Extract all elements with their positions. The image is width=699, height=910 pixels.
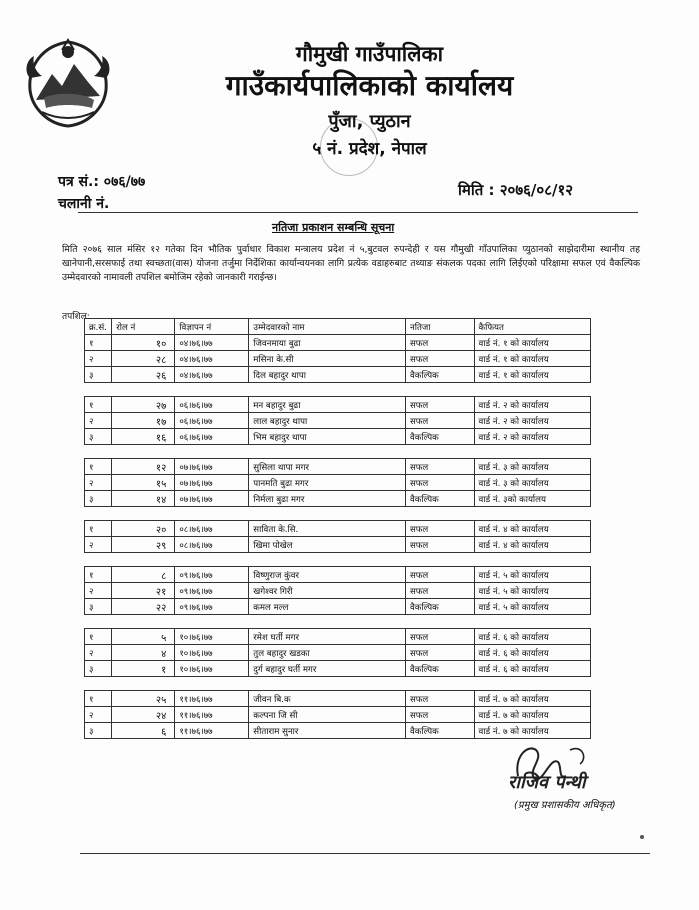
- cell-advert: ११।७६।७७: [175, 691, 249, 707]
- cell-advert: ०९।७६।७७: [175, 567, 249, 583]
- separator-cell: [474, 507, 590, 521]
- cell-roll: १५: [112, 475, 175, 491]
- table-row: [85, 707, 591, 723]
- cell-roll: १७: [112, 413, 175, 429]
- cell-roll: ६: [112, 723, 175, 739]
- separator-cell: [474, 383, 590, 397]
- table-row: [85, 521, 591, 537]
- cell-name: खगेश्वर गिरी: [249, 583, 406, 599]
- cell-name: जीवन बि.क: [249, 691, 406, 707]
- letter-number: पत्र सं.: ०७६/७७: [58, 174, 146, 190]
- table-row: [85, 491, 591, 507]
- notice-subject: नतिजा प्रकाशन सम्बन्धि सूचना: [272, 221, 395, 234]
- separator-cell: [405, 553, 474, 567]
- cell-result: वैकल्पिक: [405, 367, 474, 383]
- cell-serial: ३: [85, 723, 112, 739]
- province-country: ५ नं. प्रदेश, नेपाल: [312, 139, 427, 159]
- group-separator-row: [85, 615, 591, 629]
- table-header-row: [85, 319, 591, 335]
- table-row: [85, 645, 591, 661]
- header-roll: रोल नं: [112, 319, 175, 335]
- cell-result: वैकल्पिक: [405, 661, 474, 677]
- cell-remarks: वार्ड नं. ४ को कार्यालय: [474, 521, 590, 537]
- separator-cell: [112, 507, 175, 521]
- cell-name: विष्णुराज कुंवर: [249, 567, 406, 583]
- cell-serial: १: [85, 629, 112, 645]
- cell-name: रमेश घर्ती मगर: [249, 629, 406, 645]
- table-row: [85, 567, 591, 583]
- cell-advert: ०६।७६।७७: [175, 397, 249, 413]
- header-remarks: कैफियत: [474, 319, 590, 335]
- cell-name: दिल बहादुर थापा: [249, 367, 406, 383]
- separator-cell: [85, 507, 112, 521]
- header-name: उम्मेदवारको नाम: [249, 319, 406, 335]
- cell-result: सफल: [405, 707, 474, 723]
- separator-cell: [85, 677, 112, 691]
- cell-name: कमल मल्ल: [249, 599, 406, 615]
- cell-serial: १: [85, 521, 112, 537]
- table-row: [85, 413, 591, 429]
- cell-name: पानमति बुढा मगर: [249, 475, 406, 491]
- separator-cell: [175, 507, 249, 521]
- cell-advert: १०।७६।७७: [175, 661, 249, 677]
- group-separator-row: [85, 507, 591, 521]
- cell-result: सफल: [405, 351, 474, 367]
- cell-name: सीताराम सुनार: [249, 723, 406, 739]
- cell-name: जिवनमाया बुढा: [249, 335, 406, 351]
- cell-remarks: वार्ड नं. ५ को कार्यालय: [474, 567, 590, 583]
- cell-roll: २८: [112, 351, 175, 367]
- signatory-name: राजिव पन्थी: [508, 772, 586, 793]
- cell-serial: १: [85, 335, 112, 351]
- cell-advert: १०।७६।७७: [175, 645, 249, 661]
- cell-remarks: वार्ड नं. ७ को कार्यालय: [474, 707, 590, 723]
- cell-result: वैकल्पिक: [405, 723, 474, 739]
- separator-cell: [175, 553, 249, 567]
- municipality-name: गौमुखी गाउँपालिका: [295, 42, 444, 66]
- separator-cell: [175, 445, 249, 459]
- table-row: [85, 351, 591, 367]
- cell-name: लाल बहादुर थापा: [249, 413, 406, 429]
- cell-result: सफल: [405, 459, 474, 475]
- cell-result: वैकल्पिक: [405, 491, 474, 507]
- cell-name: भिम बहादुर थापा: [249, 429, 406, 445]
- cell-serial: २: [85, 707, 112, 723]
- cell-remarks: वार्ड नं. ३ को कार्यालय: [474, 475, 590, 491]
- cell-serial: २: [85, 413, 112, 429]
- notice-body: मिति २०७६ साल मंसिर १२ गतेका दिन भौतिक पुर्वाधार विकाश मन्त्रालय प्रदेश नं ५,बुटवल रुपन्देही र यस गौमुखी गाँउपालिका प्युठानको साझेदारीमा स्थानीय तह खानेपानी,सरसफाई तथा स्वच्छता(वास) योजना तर्जुमा निर्देशिका कार्यान्वयनका लागि प्रत्येक वडाहरुबाट तथ्याङ संकलक पदका लागि लिईएको परिक्षामा सफल एवं वैकल्पिक उम्मेदवारको नामावली तपशिल बमोजिम रहेको जानकारी गराईन्छ।: [62, 244, 640, 283]
- cell-result: सफल: [405, 335, 474, 351]
- separator-cell: [405, 615, 474, 629]
- cell-name: तुल बहादुर खडका: [249, 645, 406, 661]
- separator-cell: [112, 553, 175, 567]
- cell-advert: १०।७६।७७: [175, 629, 249, 645]
- table-row: [85, 661, 591, 677]
- cell-roll: १: [112, 661, 175, 677]
- cell-roll: १६: [112, 429, 175, 445]
- cell-serial: २: [85, 537, 112, 553]
- separator-cell: [85, 383, 112, 397]
- cell-name: सुसिला थापा मगर: [249, 459, 406, 475]
- cell-roll: ४: [112, 645, 175, 661]
- office-name: गाउँकार्यपालिकाको कार्यालय: [225, 69, 514, 102]
- cell-result: सफल: [405, 521, 474, 537]
- cell-roll: २४: [112, 707, 175, 723]
- cell-advert: ११।७६।७७: [175, 707, 249, 723]
- separator-cell: [474, 677, 590, 691]
- cell-remarks: वार्ड नं. ३को कार्यालय: [474, 491, 590, 507]
- cell-advert: ०४।७६।७७: [175, 351, 249, 367]
- separator-cell: [474, 615, 590, 629]
- table-row: [85, 475, 591, 491]
- cell-roll: २९: [112, 537, 175, 553]
- group-separator-row: [85, 445, 591, 459]
- cell-advert: ०६।७६।७७: [175, 429, 249, 445]
- cell-roll: २६: [112, 367, 175, 383]
- cell-advert: ०६।७६।७७: [175, 413, 249, 429]
- cell-roll: २०: [112, 521, 175, 537]
- cell-serial: २: [85, 583, 112, 599]
- results-table: [84, 318, 591, 739]
- header-advert: विज्ञापन नं: [175, 319, 249, 335]
- cell-advert: ०४।७६।७७: [175, 367, 249, 383]
- cell-remarks: वार्ड नं. २ को कार्यालय: [474, 413, 590, 429]
- cell-result: सफल: [405, 583, 474, 599]
- table-row: [85, 691, 591, 707]
- cell-remarks: वार्ड नं. १ को कार्यालय: [474, 351, 590, 367]
- cell-serial: २: [85, 351, 112, 367]
- cell-serial: ३: [85, 599, 112, 615]
- cell-name: साविता के.सि.: [249, 521, 406, 537]
- cell-remarks: वार्ड नं. १ को कार्यालय: [474, 367, 590, 383]
- cell-serial: २: [85, 475, 112, 491]
- separator-cell: [474, 445, 590, 459]
- cell-remarks: वार्ड नं. ५ को कार्यालय: [474, 583, 590, 599]
- cell-remarks: वार्ड नं. ६ को कार्यालय: [474, 661, 590, 677]
- separator-cell: [405, 445, 474, 459]
- separator-cell: [112, 445, 175, 459]
- cell-remarks: वार्ड नं. ७ को कार्यालय: [474, 723, 590, 739]
- cell-result: सफल: [405, 629, 474, 645]
- table-row: [85, 459, 591, 475]
- cell-advert: ०७।७६।७७: [175, 475, 249, 491]
- cell-roll: १४: [112, 491, 175, 507]
- cell-remarks: वार्ड नं. ३ को कार्यालय: [474, 459, 590, 475]
- cell-remarks: वार्ड नं. ७ को कार्यालय: [474, 691, 590, 707]
- separator-cell: [175, 615, 249, 629]
- cell-result: सफल: [405, 475, 474, 491]
- cell-roll: ५: [112, 629, 175, 645]
- table-row: [85, 599, 591, 615]
- table-row: [85, 367, 591, 383]
- punch-hole-mark: [640, 835, 644, 839]
- cell-result: वैकल्पिक: [405, 599, 474, 615]
- header-serial: क्र.सं.: [85, 319, 112, 335]
- cell-serial: १: [85, 459, 112, 475]
- cell-result: सफल: [405, 397, 474, 413]
- cell-serial: ३: [85, 491, 112, 507]
- table-row: [85, 537, 591, 553]
- cell-serial: १: [85, 397, 112, 413]
- cell-serial: ३: [85, 367, 112, 383]
- cell-result: सफल: [405, 567, 474, 583]
- separator-cell: [249, 615, 406, 629]
- separator-cell: [249, 507, 406, 521]
- cell-advert: ११।७६।७७: [175, 723, 249, 739]
- table-row: [85, 335, 591, 351]
- cell-serial: १: [85, 567, 112, 583]
- cell-name: कल्पना जि सी: [249, 707, 406, 723]
- cell-serial: ३: [85, 429, 112, 445]
- cell-advert: ०४।७६।७७: [175, 335, 249, 351]
- cell-roll: २२: [112, 599, 175, 615]
- cell-roll: २७: [112, 397, 175, 413]
- cell-advert: ०८।७६।७७: [175, 537, 249, 553]
- cell-serial: २: [85, 645, 112, 661]
- dispatch-number: चलानी नं.: [58, 196, 110, 212]
- cell-result: सफल: [405, 413, 474, 429]
- separator-cell: [175, 677, 249, 691]
- cell-roll: १२: [112, 459, 175, 475]
- separator-cell: [249, 445, 406, 459]
- cell-name: खिमा पोखेल: [249, 537, 406, 553]
- table-row: [85, 429, 591, 445]
- footer-divider: [80, 853, 650, 854]
- separator-cell: [405, 507, 474, 521]
- table-row: [85, 397, 591, 413]
- separator-cell: [112, 383, 175, 397]
- separator-cell: [112, 677, 175, 691]
- cell-name: मसिना के.सी: [249, 351, 406, 367]
- cell-name: निर्मला बुढा मगर: [249, 491, 406, 507]
- cell-remarks: वार्ड नं. १ को कार्यालय: [474, 335, 590, 351]
- cell-remarks: वार्ड नं. २ को कार्यालय: [474, 397, 590, 413]
- separator-cell: [175, 383, 249, 397]
- letter-date: मिति : २०७६/०८/१२: [458, 181, 574, 199]
- table-row: [85, 629, 591, 645]
- separator-cell: [85, 553, 112, 567]
- cell-advert: ०९।७६।७७: [175, 583, 249, 599]
- office-location: पुँजा, प्युठान: [328, 111, 411, 132]
- signatory-title: (प्रमुख प्रशासकीय अधिकृत): [514, 800, 616, 811]
- group-separator-row: [85, 677, 591, 691]
- cell-roll: २१: [112, 583, 175, 599]
- separator-cell: [474, 553, 590, 567]
- cell-remarks: वार्ड नं. ६ को कार्यालय: [474, 645, 590, 661]
- cell-result: वैकल्पिक: [405, 429, 474, 445]
- cell-result: सफल: [405, 645, 474, 661]
- cell-result: सफल: [405, 537, 474, 553]
- cell-serial: ३: [85, 661, 112, 677]
- cell-name: मन बहादुर बुढा: [249, 397, 406, 413]
- separator-cell: [85, 445, 112, 459]
- table-row: [85, 583, 591, 599]
- cell-remarks: वार्ड नं. ५ को कार्यालय: [474, 599, 590, 615]
- separator-cell: [405, 383, 474, 397]
- cell-roll: २५: [112, 691, 175, 707]
- cell-remarks: वार्ड नं. ६ को कार्यालय: [474, 629, 590, 645]
- details-label: तपशिल:: [62, 312, 90, 322]
- cell-remarks: वार्ड नं. ४ को कार्यालय: [474, 537, 590, 553]
- cell-result: सफल: [405, 691, 474, 707]
- separator-cell: [249, 677, 406, 691]
- cell-advert: ०९।७६।७७: [175, 599, 249, 615]
- separator-cell: [249, 383, 406, 397]
- group-separator-row: [85, 383, 591, 397]
- separator-cell: [112, 615, 175, 629]
- cell-remarks: वार्ड नं. २ को कार्यालय: [474, 429, 590, 445]
- cell-roll: १०: [112, 335, 175, 351]
- cell-advert: ०८।७६।७७: [175, 521, 249, 537]
- cell-advert: ०७।७६।७७: [175, 459, 249, 475]
- cell-serial: १: [85, 691, 112, 707]
- header-divider: [78, 212, 638, 213]
- separator-cell: [85, 615, 112, 629]
- separator-cell: [405, 677, 474, 691]
- header-result: नतिजा: [405, 319, 474, 335]
- group-separator-row: [85, 553, 591, 567]
- separator-cell: [249, 553, 406, 567]
- cell-name: दुर्ग बहादुर घर्ती मगर: [249, 661, 406, 677]
- cell-advert: ०७।७६।७७: [175, 491, 249, 507]
- cell-roll: ८: [112, 567, 175, 583]
